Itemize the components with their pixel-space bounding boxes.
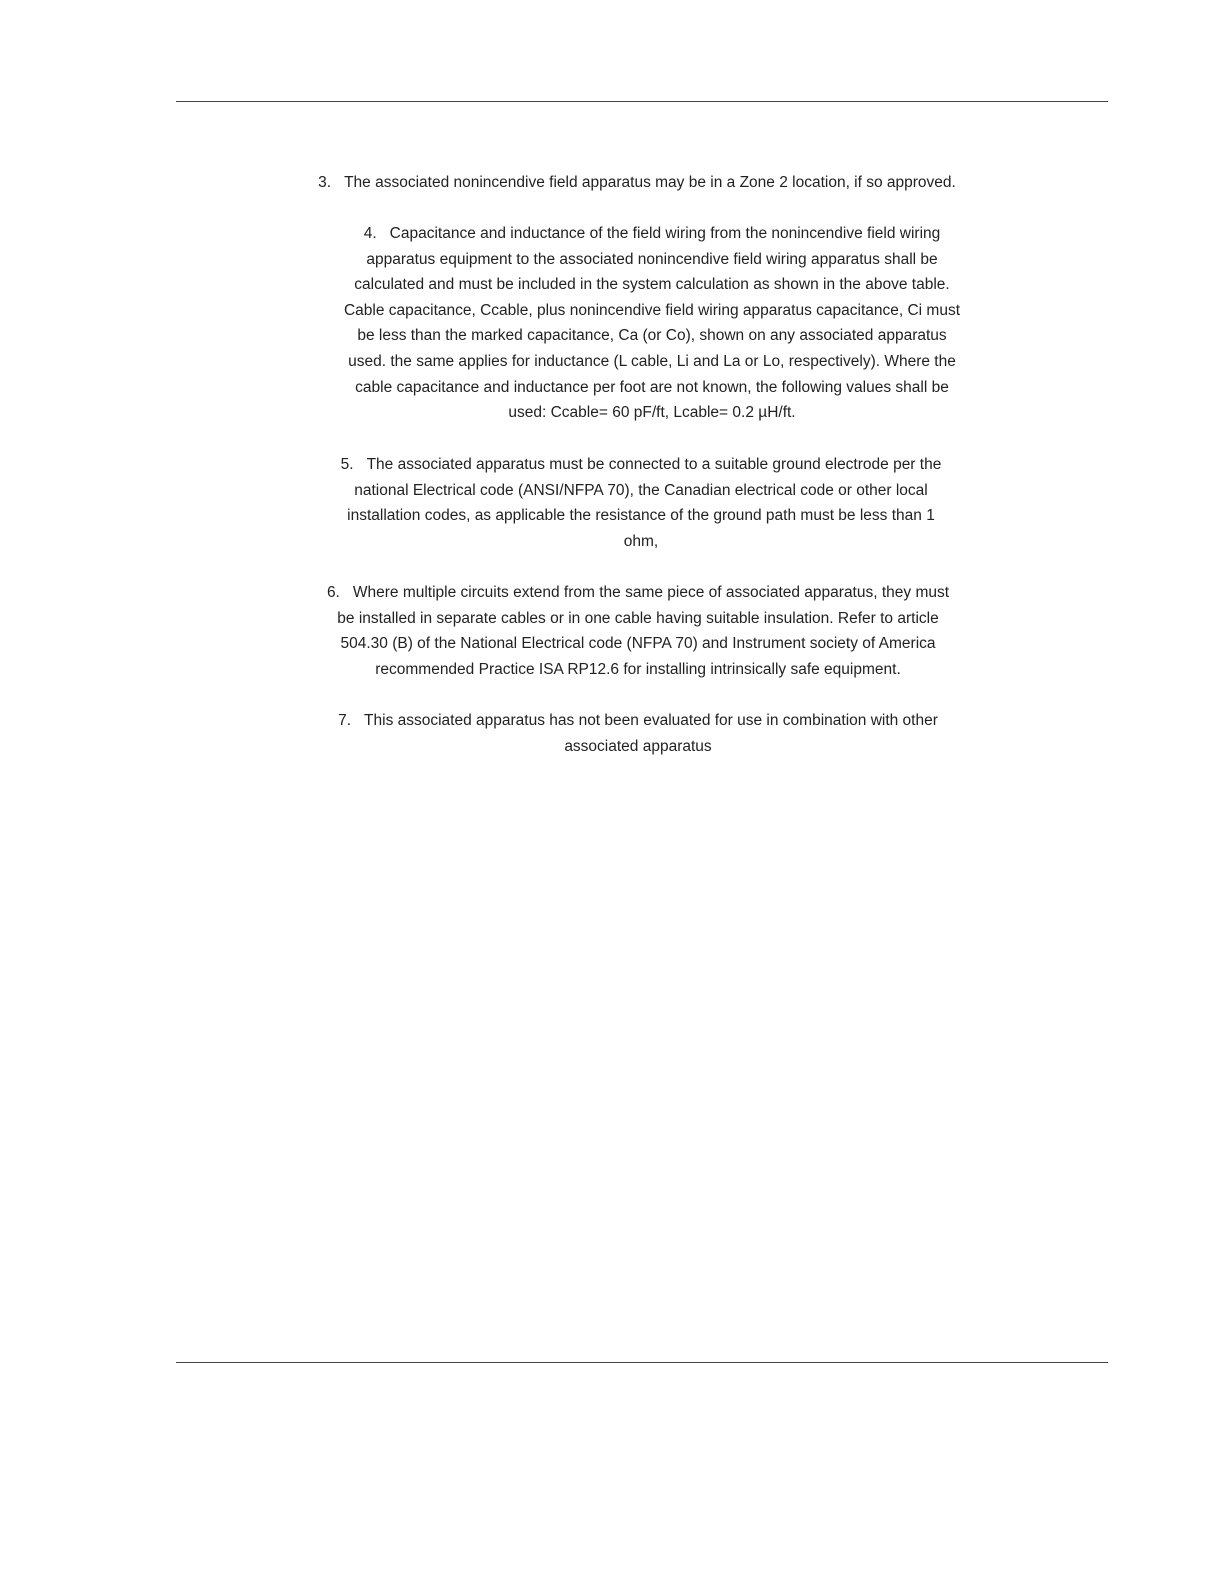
note-7 xyxy=(306,708,970,759)
note-number: 7. xyxy=(338,712,352,729)
note-line: 5. The associated apparatus must be connected to a suitable ground electrode per the xyxy=(306,452,976,478)
note-line: installation codes, as applicable the resistance of the ground path must be less than 1 xyxy=(347,507,935,525)
note-line: 3. The associated nonincendive field apparatus may be in a Zone 2 location, if so approved. xyxy=(292,170,982,196)
note-line: 504.30 (B) of the National Electrical code (NFPA 70) and Instrument society of America xyxy=(340,635,936,653)
note-number: 4. xyxy=(363,225,377,242)
note-3 xyxy=(292,170,982,196)
note-line: ohm, xyxy=(623,532,659,550)
note-line: national Electrical code (ANSI/NFPA 70), the Canadian electrical code or other local xyxy=(354,481,928,499)
footer-rule xyxy=(176,1362,1108,1363)
note-line: used. the same applies for inductance (L cable, Li and La or Lo, respectively). Where the xyxy=(348,352,956,370)
note-number: 3. xyxy=(318,174,332,191)
note-line: be less than the marked capacitance, Ca (or Co), shown on any associated apparatus xyxy=(357,327,947,345)
note-line: used: Ccable= 60 pF/ft, Lcable= 0.2 µH/ft. xyxy=(508,404,796,422)
note-line: be installed in separate cables or in one cable having suitable insulation. Refer to article xyxy=(337,609,939,627)
note-line: calculated and must be included in the system calculation as shown in the above table. xyxy=(354,276,950,294)
note-line: recommended Practice ISA RP12.6 for installing intrinsically safe equipment. xyxy=(375,660,901,678)
note-line: cable capacitance and inductance per foot are not known, the following values shall be xyxy=(355,378,949,396)
note-number: 6. xyxy=(326,584,340,601)
note-number: 5. xyxy=(340,456,354,473)
note-line: 6. Where multiple circuits extend from the same piece of associated apparatus, they must xyxy=(294,580,982,606)
note-6 xyxy=(294,580,982,682)
note-line: Cable capacitance, Ccable, plus nonincendive field wiring apparatus capacitance, Ci must xyxy=(343,301,961,319)
note-line: associated apparatus xyxy=(564,737,712,755)
note-4 xyxy=(318,221,986,426)
header-rule xyxy=(176,101,1108,102)
note-5 xyxy=(306,452,976,554)
note-line: 4. Capacitance and inductance of the field wiring from the nonincendive field wiring xyxy=(318,221,986,247)
note-line: apparatus equipment to the associated nonincendive field wiring apparatus shall be xyxy=(366,250,938,268)
note-line: 7. This associated apparatus has not been evaluated for use in combination with other xyxy=(306,708,970,734)
